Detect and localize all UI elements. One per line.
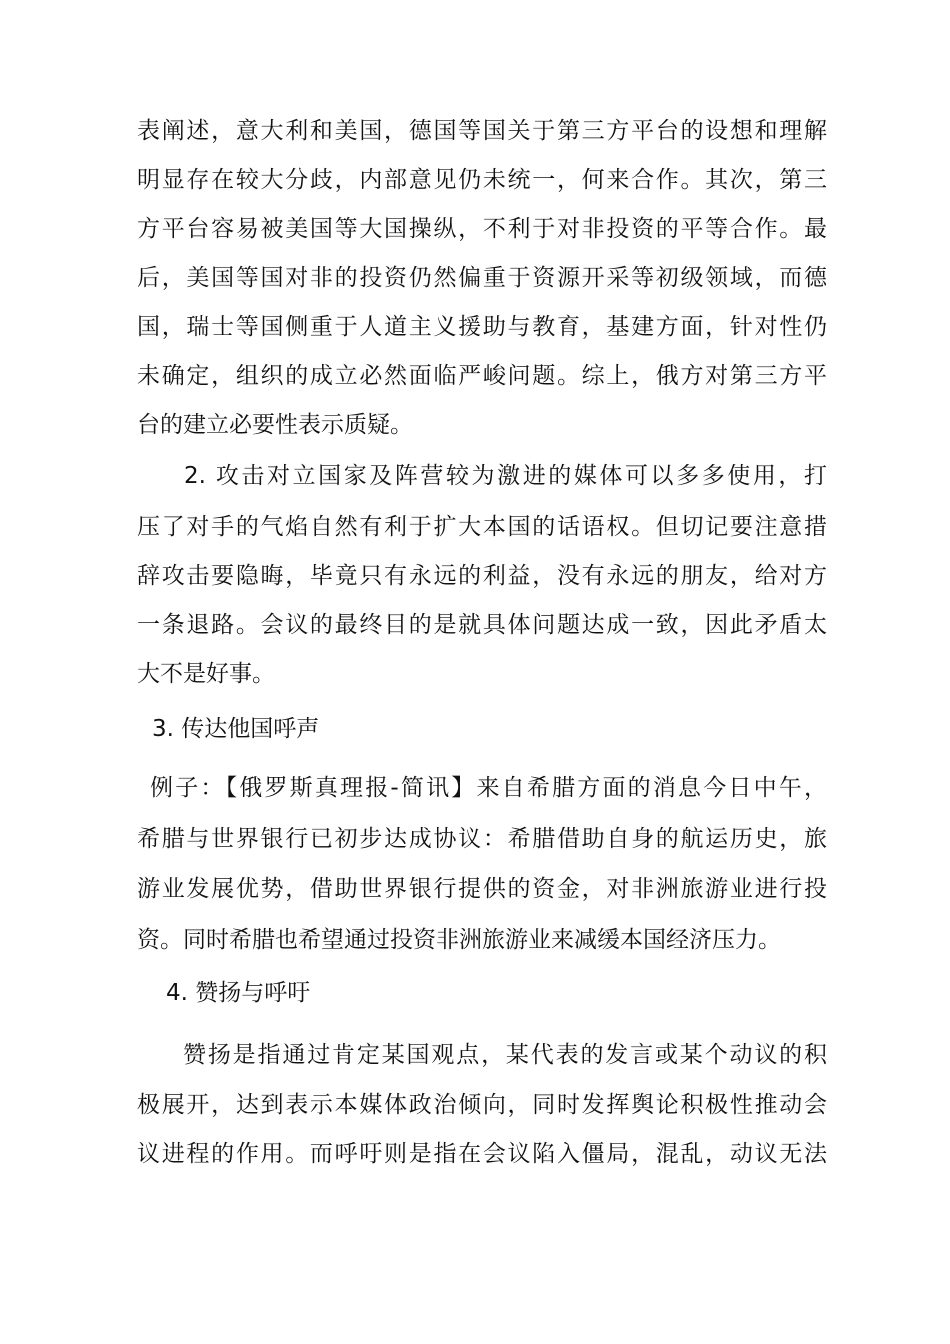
paragraph-line: 台的建立必要性表示质疑。 bbox=[137, 412, 413, 438]
list-item-heading: 4. 赞扬与呼吁 bbox=[166, 980, 311, 1006]
paragraph-line: 极展开，达到表示本媒体政治倾向，同时发挥舆论积极性推动会 bbox=[137, 1092, 827, 1118]
paragraph-line: 方平台容易被美国等大国操纵，不利于对非投资的平等合作。最 bbox=[137, 216, 827, 242]
example-line: 例子：【俄罗斯真理报-简讯】来自希腊方面的消息今日中午， bbox=[150, 775, 827, 801]
paragraph-line: 国，瑞士等国侧重于人道主义援助与教育，基建方面，针对性仍 bbox=[137, 314, 827, 340]
paragraph-line: 一条退路。会议的最终目的是就具体问题达成一致，因此矛盾太 bbox=[137, 612, 827, 638]
paragraph-line: 辞攻击要隐晦，毕竟只有永远的利益，没有永远的朋友，给对方 bbox=[137, 563, 827, 589]
example-line: 资。同时希腊也希望通过投资非洲旅游业来减缓本国经济压力。 bbox=[137, 927, 781, 953]
example-line: 游业发展优势，借助世界银行提供的资金，对非洲旅游业进行投 bbox=[137, 876, 827, 902]
paragraph-line: 明显存在较大分歧，内部意见仍未统一，何来合作。其次，第三 bbox=[137, 167, 827, 193]
list-item-heading: 3. 传达他国呼声 bbox=[152, 716, 320, 742]
paragraph-line: 大不是好事。 bbox=[137, 661, 275, 687]
paragraph-line: 未确定，组织的成立必然面临严峻问题。综上，俄方对第三方平 bbox=[137, 363, 827, 389]
paragraph-line: 后，美国等国对非的投资仍然偏重于资源开采等初级领域，而德 bbox=[137, 265, 827, 291]
list-item-heading: 2. 攻击对立国家及阵营较为激进的媒体可以多多使用，打 bbox=[184, 463, 827, 489]
paragraph-line: 议进程的作用。而呼吁则是指在会议陷入僵局，混乱，动议无法 bbox=[137, 1141, 827, 1167]
example-line: 希腊与世界银行已初步达成协议：希腊借助自身的航运历史，旅 bbox=[137, 826, 827, 852]
paragraph-line: 表阐述，意大利和美国，德国等国关于第三方平台的设想和理解 bbox=[137, 118, 827, 144]
paragraph-line: 压了对手的气焰自然有利于扩大本国的话语权。但切记要注意措 bbox=[137, 514, 827, 540]
paragraph-line: 赞扬是指通过肯定某国观点，某代表的发言或某个动议的积 bbox=[183, 1042, 827, 1068]
